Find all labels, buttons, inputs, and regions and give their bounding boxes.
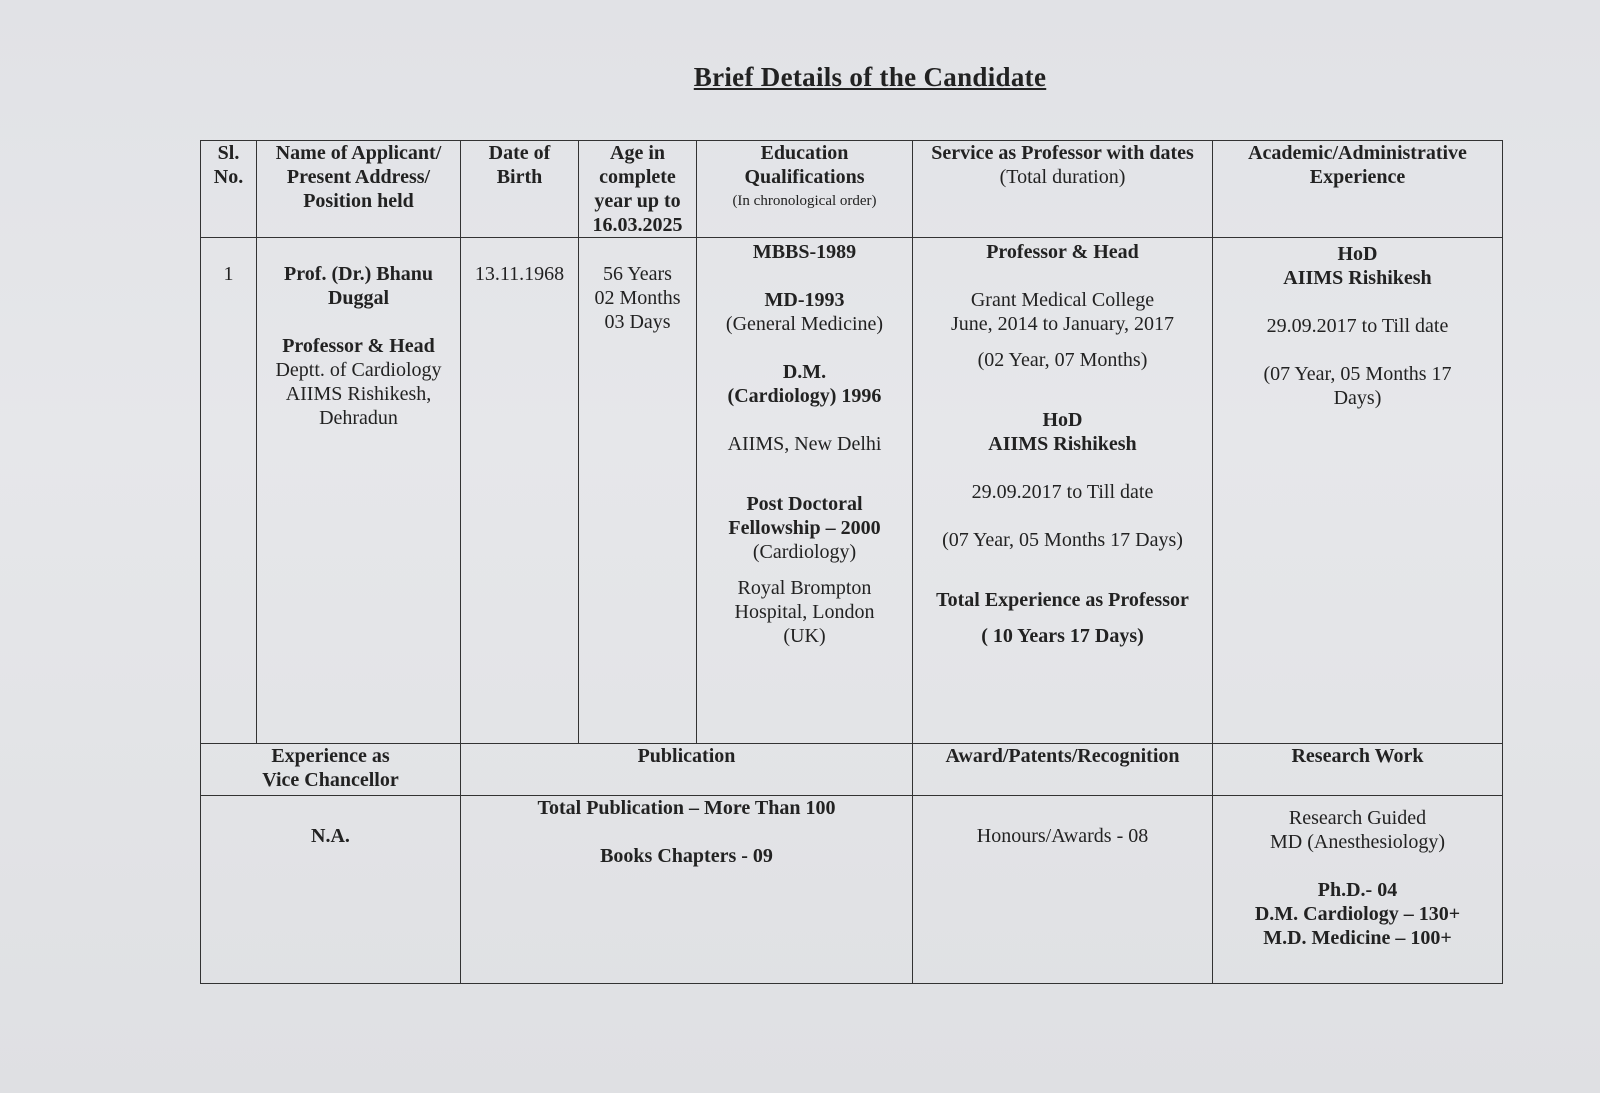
header-vc-experience: Experience as Vice Chancellor <box>201 744 461 796</box>
cell-research: Research Guided MD (Anesthesiology) Ph.D.- 04 D.M. Cardiology – 130+ M.D. Medicine – 100+ <box>1213 796 1503 984</box>
table-header-row <box>201 141 1503 238</box>
header-dob: Date of Birth <box>461 141 579 238</box>
header-age: Age in complete year up to 16.03.2025 <box>579 141 697 238</box>
table-row <box>201 796 1503 984</box>
candidate-details-table <box>200 140 1503 984</box>
header-research: Research Work <box>1213 744 1503 796</box>
cell-service: Professor & Head Grant Medical College June, 2014 to January, 2017 (02 Year, 07 Months) HoD AIIMS Rishikesh 29.09.2017 to Till date (07 Year, 05 Months 17 Days) Total Experience as Professor ( 10 Years 17 Days) <box>913 238 1213 744</box>
header-education: Education Qualifications (In chronological order) <box>697 141 913 238</box>
header-name: Name of Applicant/ Present Address/ Position held <box>257 141 461 238</box>
document-title: Brief Details of the Candidate <box>693 62 1047 92</box>
cell-name: Prof. (Dr.) Bhanu Duggal Professor & Head Deptt. of Cardiology AIIMS Rishikesh, Dehradun <box>257 238 461 744</box>
header-sl-no: Sl. No. <box>201 141 257 238</box>
cell-age: 56 Years 02 Months 03 Days <box>579 238 697 744</box>
header-publication: Publication <box>461 744 913 796</box>
header-awards: Award/Patents/Recognition <box>913 744 1213 796</box>
cell-awards: Honours/Awards - 08 <box>913 796 1213 984</box>
cell-academic: HoD AIIMS Rishikesh 29.09.2017 to Till date (07 Year, 05 Months 17 Days) <box>1213 238 1503 744</box>
table-subheader-row <box>201 744 1503 796</box>
cell-publication: Total Publication – More Than 100 Books Chapters - 09 <box>461 796 913 984</box>
cell-vc-experience: N.A. <box>201 796 461 984</box>
cell-education: MBBS-1989 MD-1993 (General Medicine) D.M. (Cardiology) 1996 AIIMS, New Delhi Post Doctoral Fellowship – 2000 (Cardiology) Royal Brompton Hospital, London (UK) <box>697 238 913 744</box>
header-academic: Academic/Administrative Experience <box>1213 141 1503 238</box>
cell-dob: 13.11.1968 <box>461 238 579 744</box>
table-row <box>201 238 1503 744</box>
header-service: Service as Professor with dates (Total duration) <box>913 141 1213 238</box>
cell-sl-no: 1 <box>201 238 257 744</box>
